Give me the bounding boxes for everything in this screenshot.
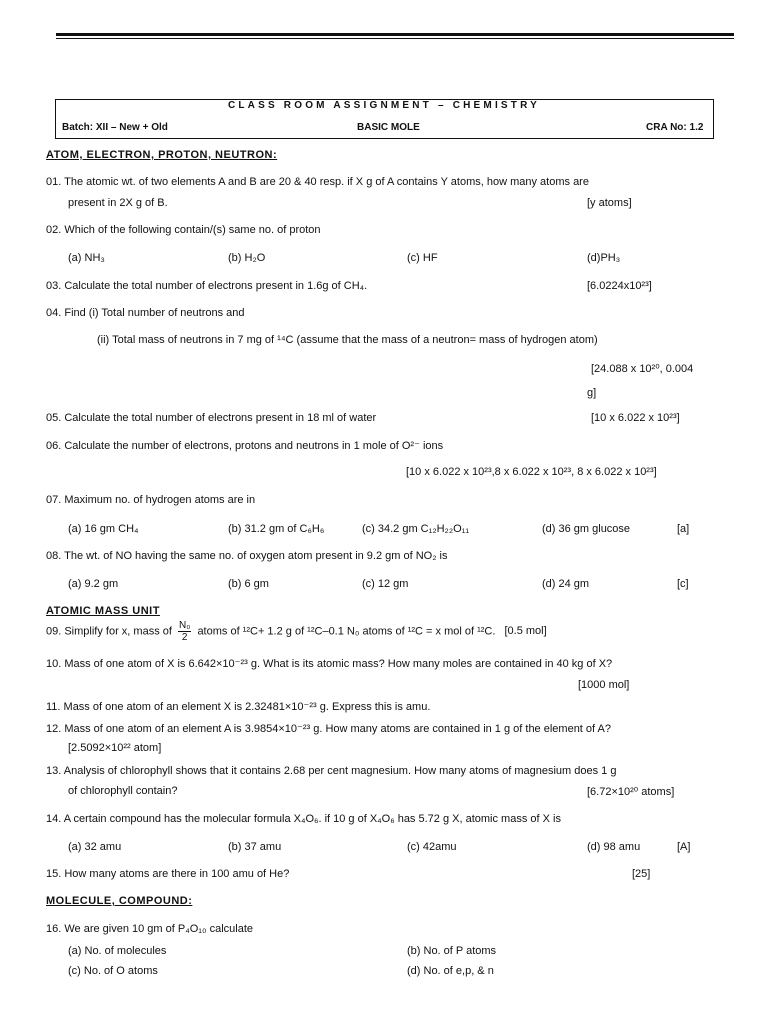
q01-line2: present in 2X g of B.	[68, 197, 168, 209]
q14-option-b: (b) 37 amu	[228, 841, 282, 853]
q08-option-c: (c) 12 gm	[362, 578, 409, 590]
q03-question: 03. Calculate the total number of electrons present in 1.6g of CH₄.	[46, 280, 368, 292]
q16-option-b: (b) No. of P atoms	[407, 945, 497, 957]
q02-option-d: (d)PH₃	[587, 252, 621, 264]
topic-label: BASIC MOLE	[357, 122, 420, 133]
q07-answer: [a]	[677, 523, 690, 535]
q04-answer-2: g]	[587, 387, 597, 399]
q04-line2: (ii) Total mass of neutrons in 7 mg of ¹⁴C (assume that the mass of a neutron= mass of hydrogen atom)	[97, 334, 598, 346]
batch-label: Batch: XII – New + Old	[62, 122, 168, 133]
q14-option-c: (c) 42amu	[407, 841, 457, 853]
section-heading-atom: ATOM, ELECTRON, PROTON, NEUTRON:	[46, 149, 278, 161]
q14-question: 14. A certain compound has the molecular formula X₄O₆. if 10 g of X₄O₆ has 5.72 g X, atomic mass of X is	[46, 813, 561, 825]
q02-option-b: (b) H₂O	[228, 252, 266, 264]
q12-answer: [2.5092×10²² atom]	[68, 742, 162, 754]
q07-question: 07. Maximum no. of hydrogen atoms are in	[46, 494, 256, 506]
q07-option-c: (c) 34.2 gm C₁₂H₂₂O₁₁	[362, 523, 470, 535]
q09-line	[46, 620, 547, 643]
q08-answer: [c]	[677, 578, 689, 590]
q09-prefix: 09. Simplify for x, mass of	[46, 625, 172, 638]
q14-option-a: (a) 32 amu	[68, 841, 122, 853]
q16-option-a: (a) No. of molecules	[68, 945, 167, 957]
q05-answer: [10 x 6.022 x 10²³]	[591, 412, 680, 424]
q16-option-c: (c) No. of O atoms	[68, 965, 158, 977]
q09-fraction-numerator: N₀	[179, 620, 191, 631]
section-heading-amu: ATOMIC MASS UNIT	[46, 605, 160, 617]
q08-question: 08. The wt. of NO having the same no. of oxygen atom present in 9.2 gm of NO₂ is	[46, 550, 448, 562]
q09-fraction-denominator: 2	[181, 632, 188, 643]
top-rule	[56, 33, 734, 36]
q15-question: 15. How many atoms are there in 100 amu of He?	[46, 868, 290, 880]
q04-answer-1: [24.088 x 10²⁰, 0.004	[591, 363, 694, 375]
section-heading-molecule: MOLECULE, COMPOUND:	[46, 895, 193, 907]
q09-suffix: atoms of ¹²C+ 1.2 g of ¹²C–0.1 N₀ atoms of ¹²C = x mol of ¹²C.	[197, 625, 496, 638]
q03-answer: [6.0224x10²³]	[587, 280, 652, 292]
q06-question: 06. Calculate the number of electrons, protons and neutrons in 1 mole of O²⁻ ions	[46, 440, 444, 452]
assignment-title: CLASS ROOM ASSIGNMENT – CHEMISTRY	[227, 100, 541, 111]
q10-answer: [1000 mol]	[578, 679, 630, 691]
q01-answer: [y atoms]	[587, 197, 632, 209]
q07-option-d: (d) 36 gm glucose	[542, 523, 631, 535]
q15-answer: [25]	[632, 868, 651, 880]
q16-option-d: (d) No. of e,p, & n	[407, 965, 494, 977]
q05-question: 05. Calculate the total number of electrons present in 18 ml of water	[46, 412, 377, 424]
q08-option-b: (b) 6 gm	[228, 578, 269, 590]
q13-line1: 13. Analysis of chlorophyll shows that it contains 2.68 per cent magnesium. How many atoms of magnesium does 1 g	[46, 765, 617, 777]
q13-answer: [6.72×10²⁰ atoms]	[587, 786, 675, 798]
q14-option-d: (d) 98 amu	[587, 841, 641, 853]
q04-line1: 04. Find (i) Total number of neutrons and	[46, 307, 245, 319]
q09-fraction	[178, 620, 191, 643]
q14-answer: [A]	[677, 841, 691, 853]
q13-line2: of chlorophyll contain?	[68, 785, 178, 797]
q07-option-b: (b) 31.2 gm of C₆H₆	[228, 523, 325, 535]
q07-option-a: (a) 16 gm CH₄	[68, 523, 139, 535]
q09-answer: [0.5 mol]	[504, 625, 547, 638]
q16-question: 16. We are given 10 gm of P₄O₁₀ calculate	[46, 923, 254, 935]
q01-line1: 01. The atomic wt. of two elements A and B are 20 & 40 resp. if X g of A contains Y atoms, how many atoms are	[46, 176, 589, 188]
q12-question: 12. Mass of one atom of an element A is 3.9854×10⁻²³ g. How many atoms are contained in 1 g of the element of A?	[46, 723, 612, 735]
q08-option-d: (d) 24 gm	[542, 578, 590, 590]
q08-option-a: (a) 9.2 gm	[68, 578, 119, 590]
cra-number: CRA No: 1.2	[646, 122, 704, 133]
q11-question: 11. Mass of one atom of an element X is 2.32481×10⁻²³ g. Express this is amu.	[46, 701, 431, 713]
top-rule-thin	[56, 38, 734, 39]
q10-question: 10. Mass of one atom of X is 6.642×10⁻²³ g. What is its atomic mass? How many moles are contained in 40 kg of X?	[46, 658, 613, 670]
q02-option-c: (c) HF	[407, 252, 438, 264]
q02-question: 02. Which of the following contain/(s) same no. of proton	[46, 224, 321, 236]
q06-answer: [10 x 6.022 x 10²³,8 x 6.022 x 10²³, 8 x 6.022 x 10²³]	[406, 466, 657, 478]
q02-option-a: (a) NH₃	[68, 252, 105, 264]
